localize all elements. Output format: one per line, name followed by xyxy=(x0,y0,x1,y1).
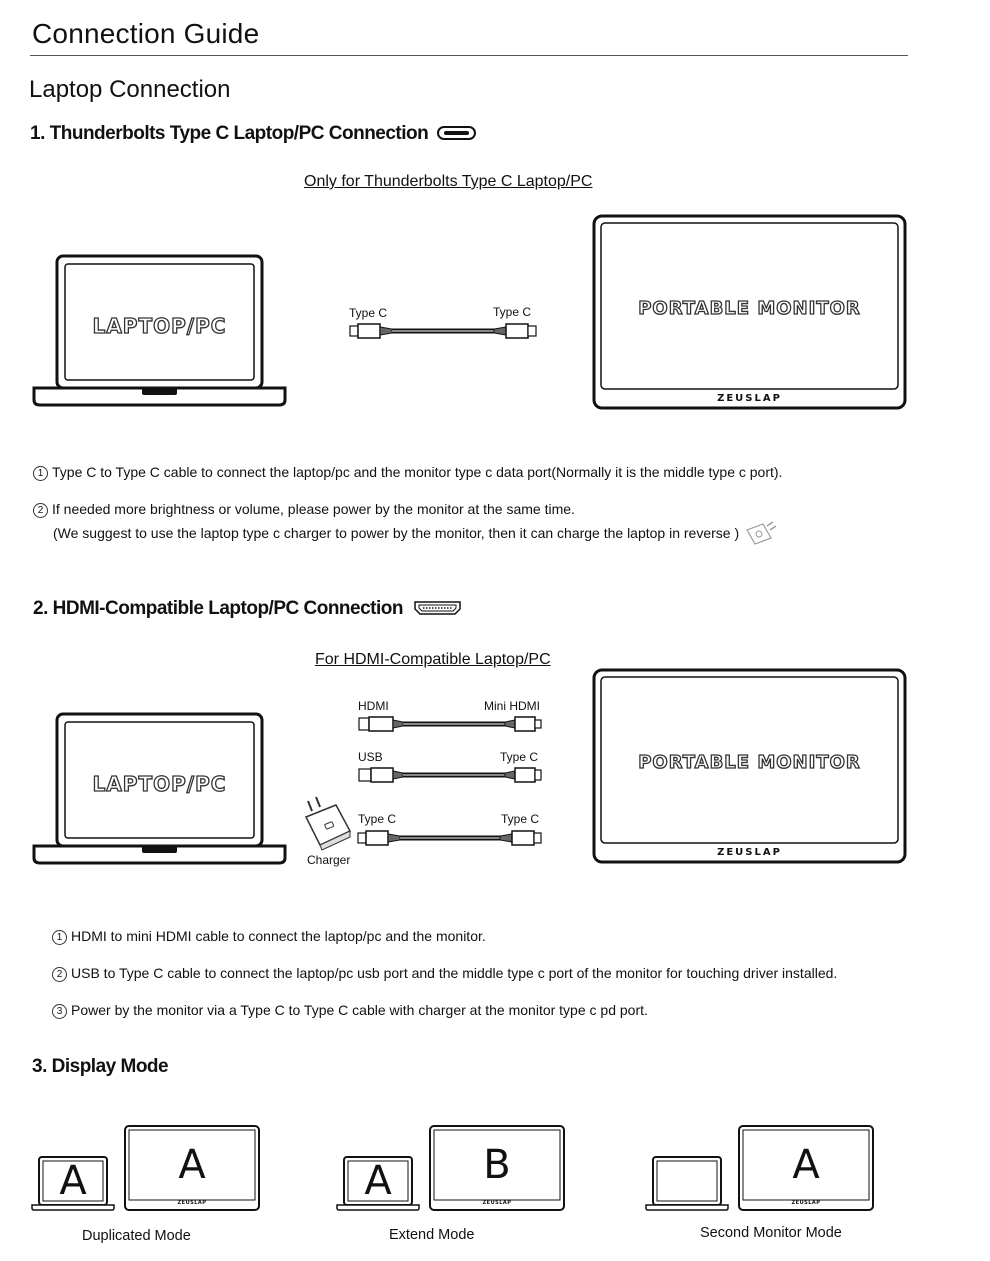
cable-left-label: USB xyxy=(358,750,383,764)
laptop-illustration xyxy=(32,254,287,409)
usb-c-port-icon xyxy=(437,125,477,141)
monitor-screen-label: PORTABLE MONITOR xyxy=(638,298,861,319)
laptop-screen-label: LAPTOP/PC xyxy=(92,772,227,796)
cable-left-label: HDMI xyxy=(358,699,389,713)
step-text: USB to Type C cable to connect the laptop/pc usb port and the middle type c port of the monitor for touching driver installed. xyxy=(71,965,838,981)
section1-step-2-note xyxy=(53,520,779,546)
brand-label: ZEUSLAP xyxy=(177,1200,207,1206)
cable-right-label: Mini HDMI xyxy=(484,699,540,713)
cable-icon xyxy=(357,767,543,783)
laptop-screen-label: LAPTOP/PC xyxy=(92,314,227,338)
section2-step-1 xyxy=(52,925,486,947)
cable-icon xyxy=(348,323,538,339)
display-mode-duplicated xyxy=(30,1124,265,1214)
display-mode-extend xyxy=(335,1124,570,1214)
cable-icon xyxy=(356,830,542,846)
monitor-screen-letter: A xyxy=(178,1142,206,1188)
display-mode-second-monitor xyxy=(644,1124,879,1214)
brand-label: ZEUSLAP xyxy=(791,1200,821,1206)
section2-note: For HDMI-Compatible Laptop/PC xyxy=(315,651,551,668)
monitor-screen-label: PORTABLE MONITOR xyxy=(638,752,861,773)
step-number: 1 xyxy=(33,466,48,481)
step-text: Type C to Type C cable to connect the laptop/pc and the monitor type c data port(Normally it is the middle type c port). xyxy=(52,464,783,480)
section2-heading-text: 2. HDMI-Compatible Laptop/PC Connection xyxy=(33,598,403,619)
laptop-screen-letter: A xyxy=(59,1158,87,1204)
section1-step-1 xyxy=(33,461,782,483)
portable-monitor-illustration xyxy=(592,668,907,864)
step-number: 3 xyxy=(52,1004,67,1019)
mode-caption: Extend Mode xyxy=(389,1227,475,1243)
step-number: 2 xyxy=(52,967,67,982)
monitor-screen-letter: A xyxy=(792,1142,820,1188)
title-divider xyxy=(30,55,908,56)
portable-monitor-illustration xyxy=(592,214,907,410)
cable-left-label: Type C xyxy=(349,306,388,320)
laptop-illustration xyxy=(32,712,287,867)
brand-label: ZEUSLAP xyxy=(482,1200,512,1206)
cable-right-label: Type C xyxy=(493,305,532,319)
charger-icon xyxy=(298,795,356,853)
cable-icon xyxy=(357,716,543,732)
cable-right-label: Type C xyxy=(501,812,540,826)
section1-heading-text: 1. Thunderbolts Type C Laptop/PC Connection xyxy=(30,123,429,144)
section1-heading xyxy=(30,123,477,145)
section1-step-2 xyxy=(33,498,575,520)
step-text: HDMI to mini HDMI cable to connect the laptop/pc and the monitor. xyxy=(71,928,486,944)
section1-note: Only for Thunderbolts Type C Laptop/PC xyxy=(304,173,593,190)
cable-right-label: Type C xyxy=(500,750,539,764)
section3-heading: 3. Display Mode xyxy=(32,1056,169,1077)
step-number: 1 xyxy=(52,930,67,945)
charger-icon xyxy=(743,520,779,546)
section2-heading xyxy=(33,598,462,620)
mode-caption: Second Monitor Mode xyxy=(700,1225,842,1241)
page-title: Connection Guide xyxy=(32,18,260,49)
step-text: If needed more brightness or volume, please power by the monitor at the same time. xyxy=(52,501,575,517)
cable-left-label: Type C xyxy=(358,812,397,826)
brand-label: ZEUSLAP xyxy=(717,393,782,404)
laptop-screen-letter: A xyxy=(364,1158,392,1204)
step-text: Power by the monitor via a Type C to Type C cable with charger at the monitor type c pd port. xyxy=(71,1002,648,1018)
section-subtitle: Laptop Connection xyxy=(29,76,231,103)
mode-caption: Duplicated Mode xyxy=(82,1228,191,1244)
step-number: 2 xyxy=(33,503,48,518)
section2-step-3 xyxy=(52,999,648,1021)
charger-label: Charger xyxy=(307,853,351,867)
step-text: (We suggest to use the laptop type c charger to power by the monitor, then it can charge the laptop in reverse ) xyxy=(53,525,740,541)
brand-label: ZEUSLAP xyxy=(717,847,782,858)
monitor-screen-letter: B xyxy=(483,1142,511,1188)
section2-step-2 xyxy=(52,962,837,984)
hdmi-port-icon xyxy=(414,600,462,616)
